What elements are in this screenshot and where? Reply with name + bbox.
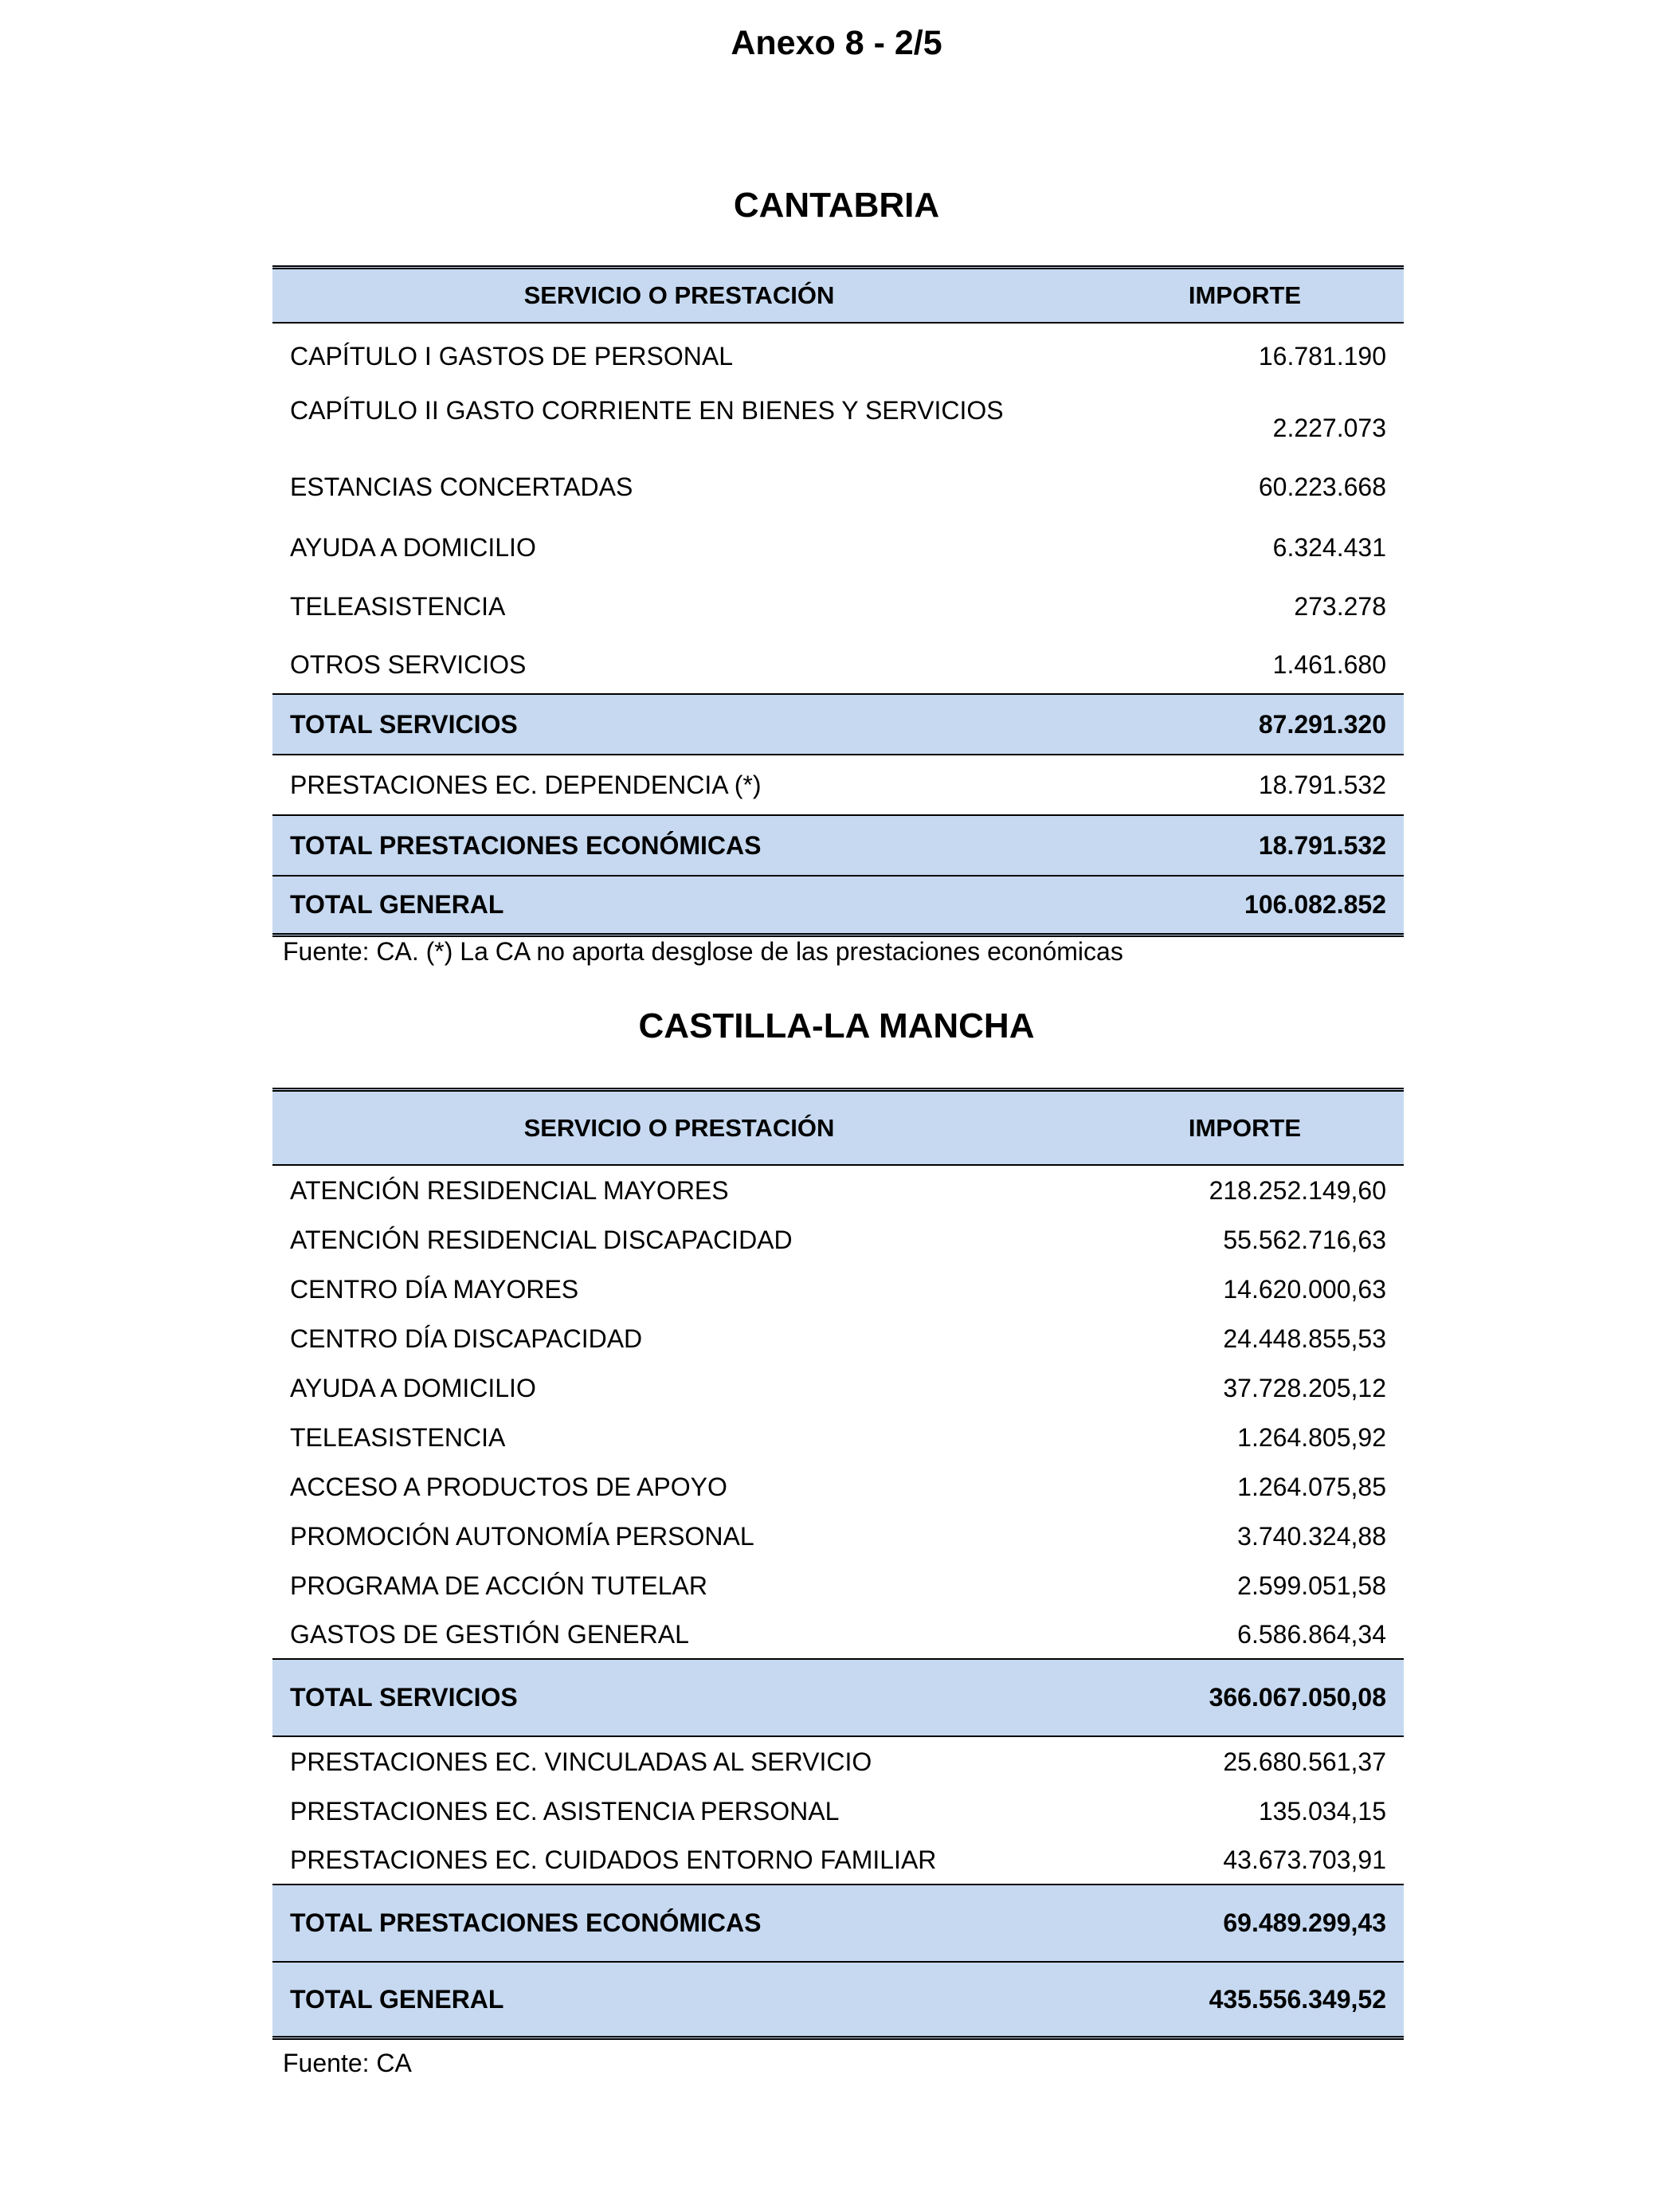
row-value: 3.740.324,88 bbox=[1237, 1521, 1386, 1551]
row-value: 60.223.668 bbox=[1258, 472, 1386, 501]
row-value: 55.562.716,63 bbox=[1223, 1225, 1386, 1254]
row-value: 18.791.532 bbox=[1258, 770, 1386, 799]
table-row bbox=[272, 1363, 1404, 1413]
row-label: PRESTACIONES EC. CUIDADOS ENTORNO FAMILIAR bbox=[290, 1845, 937, 1874]
total-value: 366.067.050,08 bbox=[1209, 1683, 1386, 1712]
total-value: 435.556.349,52 bbox=[1209, 1984, 1386, 2014]
table-row bbox=[272, 518, 1404, 577]
row-value: 1.264.075,85 bbox=[1237, 1472, 1386, 1501]
row-value: 1.461.680 bbox=[1272, 649, 1386, 679]
table-row bbox=[272, 1314, 1404, 1363]
header-service: SERVICIO O PRESTACIÓN bbox=[523, 1113, 835, 1142]
row-label: AYUDA A DOMICILIO bbox=[290, 532, 536, 562]
row-label: TELEASISTENCIA bbox=[290, 591, 506, 621]
table-castilla-la-mancha bbox=[272, 1088, 1404, 2040]
row-value: 24.448.855,53 bbox=[1223, 1324, 1386, 1353]
table-row bbox=[272, 324, 1404, 390]
table-row bbox=[272, 755, 1404, 816]
total-prestaciones-row bbox=[272, 816, 1404, 877]
row-value: 14.620.000,63 bbox=[1223, 1274, 1386, 1304]
total-label: TOTAL SERVICIOS bbox=[290, 1683, 518, 1712]
row-label: ESTANCIAS CONCERTADAS bbox=[290, 472, 633, 501]
row-label: PRESTACIONES EC. DEPENDENCIA (*) bbox=[290, 770, 762, 799]
total-prestaciones-row bbox=[272, 1885, 1404, 1963]
total-label: TOTAL PRESTACIONES ECONÓMICAS bbox=[290, 1908, 762, 1937]
row-label: PRESTACIONES EC. ASISTENCIA PERSONAL bbox=[290, 1796, 840, 1826]
page-title: Anexo 8 - 2/5 bbox=[731, 24, 942, 62]
row-value: 2.227.073 bbox=[1272, 414, 1386, 442]
row-value: 6.586.864,34 bbox=[1237, 1619, 1386, 1649]
region-title-castilla-la-mancha: CASTILLA-LA MANCHA bbox=[638, 1006, 1035, 1045]
total-value: 18.791.532 bbox=[1258, 830, 1386, 860]
row-label: PROMOCIÓN AUTONOMÍA PERSONAL bbox=[290, 1521, 754, 1551]
table-row bbox=[272, 1512, 1404, 1561]
total-label: TOTAL PRESTACIONES ECONÓMICAS bbox=[290, 830, 762, 860]
total-value: 106.082.852 bbox=[1244, 890, 1386, 919]
row-label: CENTRO DÍA MAYORES bbox=[290, 1274, 579, 1304]
row-value: 135.034,15 bbox=[1258, 1796, 1386, 1826]
source-note: Fuente: CA. (*) La CA no aporta desglose de las prestaciones económicas bbox=[283, 937, 1123, 966]
table-header bbox=[272, 265, 1404, 324]
row-value: 43.673.703,91 bbox=[1223, 1845, 1386, 1874]
row-label: TELEASISTENCIA bbox=[290, 1422, 506, 1452]
table-row bbox=[272, 456, 1404, 518]
table-row bbox=[272, 1786, 1404, 1836]
table-row bbox=[272, 1610, 1404, 1660]
row-label: ATENCIÓN RESIDENCIAL MAYORES bbox=[290, 1175, 729, 1205]
total-general-row bbox=[272, 1963, 1404, 2040]
source-note: Fuente: CA bbox=[283, 2049, 412, 2077]
row-label: CAPÍTULO II GASTO CORRIENTE EN BIENES Y SERVICIOS bbox=[290, 396, 1004, 425]
row-label: PROGRAMA DE ACCIÓN TUTELAR bbox=[290, 1571, 707, 1600]
row-label: CENTRO DÍA DISCAPACIDAD bbox=[290, 1324, 643, 1353]
row-value: 16.781.190 bbox=[1258, 342, 1386, 371]
table-row bbox=[272, 1413, 1404, 1462]
row-value: 6.324.431 bbox=[1272, 532, 1386, 562]
total-label: TOTAL SERVICIOS bbox=[290, 709, 518, 739]
total-value: 69.489.299,43 bbox=[1223, 1908, 1386, 1937]
row-label: OTROS SERVICIOS bbox=[290, 649, 527, 679]
table-header bbox=[272, 1088, 1404, 1166]
header-amount: IMPORTE bbox=[1188, 281, 1302, 309]
row-label: ACCESO A PRODUCTOS DE APOYO bbox=[290, 1472, 727, 1501]
total-servicios-row bbox=[272, 1660, 1404, 1737]
table-row bbox=[272, 390, 1404, 456]
table-row bbox=[272, 1561, 1404, 1610]
row-value: 37.728.205,12 bbox=[1223, 1373, 1386, 1402]
table-row bbox=[272, 1836, 1404, 1885]
table-row bbox=[272, 577, 1404, 636]
total-general-row bbox=[272, 877, 1404, 937]
total-value: 87.291.320 bbox=[1258, 709, 1386, 739]
header-service: SERVICIO O PRESTACIÓN bbox=[523, 281, 835, 309]
row-label: CAPÍTULO I GASTOS DE PERSONAL bbox=[290, 342, 733, 371]
table-cantabria bbox=[272, 265, 1404, 937]
region-title-cantabria: CANTABRIA bbox=[733, 186, 940, 225]
table-row bbox=[272, 1265, 1404, 1314]
row-label: ATENCIÓN RESIDENCIAL DISCAPACIDAD bbox=[290, 1225, 793, 1254]
row-value: 218.252.149,60 bbox=[1209, 1175, 1386, 1205]
row-label: GASTOS DE GESTIÓN GENERAL bbox=[290, 1619, 689, 1649]
row-value: 1.264.805,92 bbox=[1237, 1422, 1386, 1452]
row-value: 2.599.051,58 bbox=[1237, 1571, 1386, 1600]
row-value: 25.680.561,37 bbox=[1223, 1747, 1386, 1776]
table-row bbox=[272, 1166, 1404, 1215]
row-value: 273.278 bbox=[1294, 591, 1386, 621]
table-row bbox=[272, 636, 1404, 695]
table-row bbox=[272, 1462, 1404, 1512]
table-row bbox=[272, 1737, 1404, 1786]
header-amount: IMPORTE bbox=[1188, 1113, 1302, 1142]
table-row bbox=[272, 1215, 1404, 1265]
total-label: TOTAL GENERAL bbox=[290, 890, 504, 919]
total-servicios-row bbox=[272, 695, 1404, 755]
row-label: AYUDA A DOMICILIO bbox=[290, 1373, 536, 1402]
total-label: TOTAL GENERAL bbox=[290, 1984, 504, 2014]
row-label: PRESTACIONES EC. VINCULADAS AL SERVICIO bbox=[290, 1747, 872, 1776]
